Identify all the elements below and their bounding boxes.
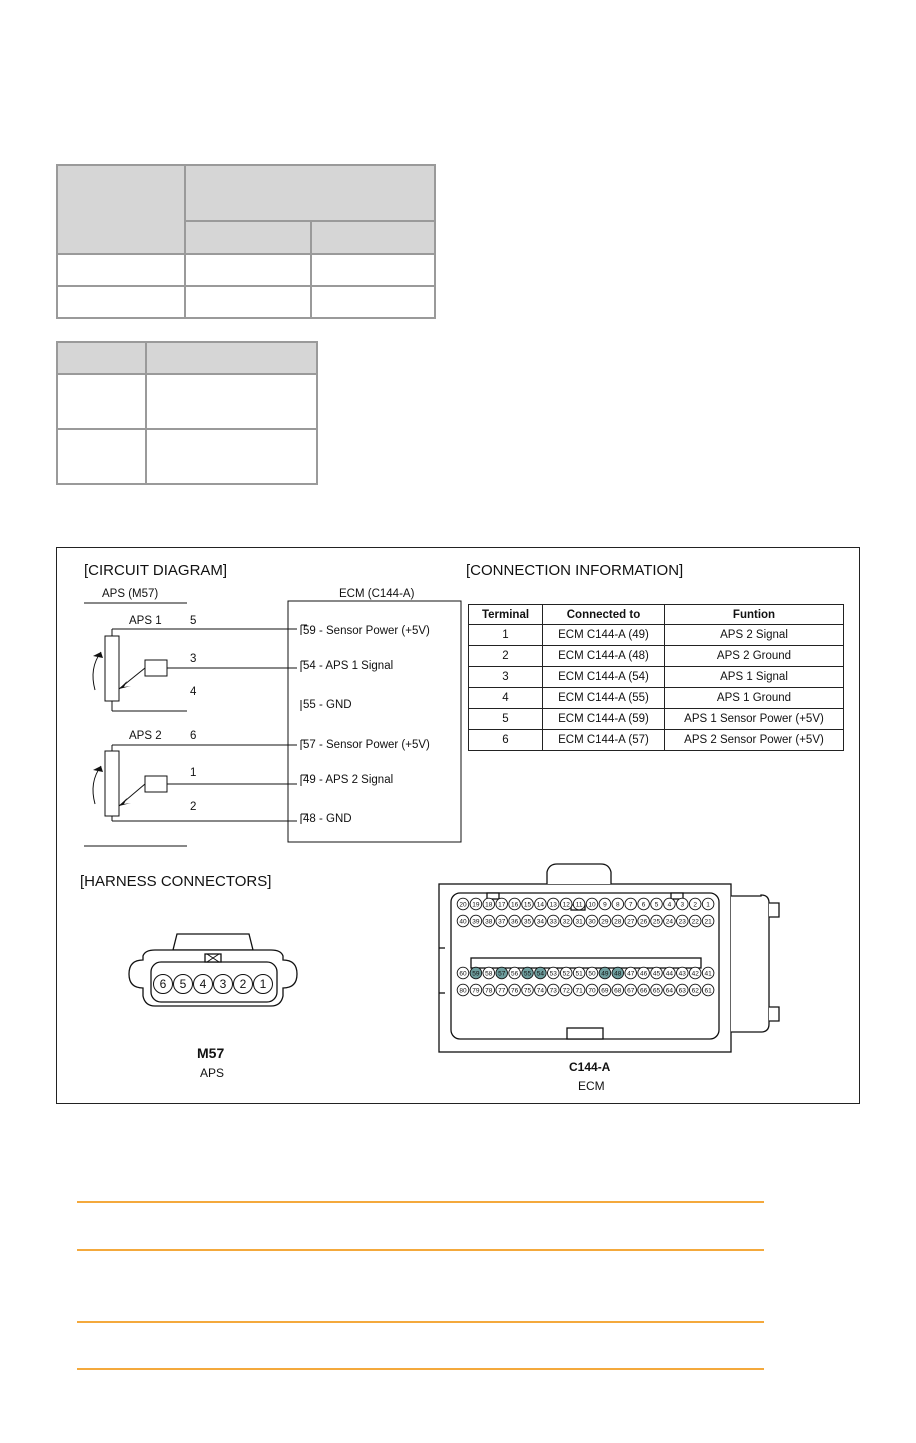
table-cell bbox=[57, 342, 146, 374]
c144a-pin-label: 51 bbox=[575, 970, 583, 978]
table-row bbox=[469, 709, 844, 730]
c144a-pin-label: 73 bbox=[549, 987, 557, 995]
c144a-pin-label: 64 bbox=[665, 987, 674, 995]
table-cell bbox=[57, 165, 185, 254]
table-cell: APS 2 Signal bbox=[665, 625, 844, 646]
ecm-pin-57: 57 - Sensor Power (+5V) bbox=[303, 739, 430, 751]
c144a-pin-label: 9 bbox=[603, 901, 607, 909]
c144a-pin-label: 47 bbox=[627, 970, 635, 978]
c144a-pin-label: 29 bbox=[601, 918, 609, 926]
c144a-pin-label: 26 bbox=[639, 918, 648, 926]
ecm-pin-59: 59 - Sensor Power (+5V) bbox=[303, 625, 430, 637]
m57-pin-2: 2 bbox=[233, 974, 253, 994]
c144a-pin-label: 63 bbox=[678, 987, 686, 995]
ecm-connector-label: ECM (C144-A) bbox=[339, 588, 415, 600]
table-cell bbox=[57, 254, 185, 286]
connection-table-header bbox=[469, 605, 844, 625]
m57-pin-3: 3 bbox=[213, 974, 233, 994]
c144a-pin-label: 39 bbox=[472, 918, 480, 926]
c144a-pin-label: 41 bbox=[704, 970, 712, 978]
c144a-pin-label: 62 bbox=[691, 987, 699, 995]
c144a-pin-label: 52 bbox=[562, 970, 570, 978]
c144a-pin-label: 57 bbox=[498, 970, 506, 978]
table-cell: ECM C144-A (59) bbox=[543, 709, 665, 730]
table-cell bbox=[185, 221, 311, 254]
table-cell: APS 2 Sensor Power (+5V) bbox=[665, 730, 844, 751]
c144a-pin-label: 53 bbox=[549, 970, 557, 978]
column-header: Terminal bbox=[469, 605, 543, 625]
c144a-pin-label: 35 bbox=[523, 918, 532, 926]
c144a-pin-label: 76 bbox=[510, 987, 519, 995]
table-cell bbox=[146, 429, 317, 484]
table-cell bbox=[185, 286, 311, 318]
c144a-pin-label: 60 bbox=[459, 970, 467, 978]
table-cell: 6 bbox=[469, 730, 543, 751]
table-cell: APS 1 Sensor Power (+5V) bbox=[665, 709, 844, 730]
c144a-pin-label: 31 bbox=[575, 918, 583, 926]
c144a-pin-label: 17 bbox=[498, 901, 506, 909]
wire-number: 5 bbox=[190, 615, 197, 627]
c144a-pin-label: 80 bbox=[459, 987, 467, 995]
c144a-pin-label: 20 bbox=[459, 901, 467, 909]
table-cell: 4 bbox=[469, 688, 543, 709]
m57-pin-6: 6 bbox=[153, 974, 173, 994]
table-cell bbox=[57, 286, 185, 318]
table-cell: ECM C144-A (55) bbox=[543, 688, 665, 709]
column-header: Connected to bbox=[543, 605, 665, 625]
ecm-pin-48: 48 - GND bbox=[303, 813, 352, 825]
c144a-pin-label: 42 bbox=[691, 970, 699, 978]
c144a-pin-label: 67 bbox=[627, 987, 635, 995]
c144a-pin-label: 74 bbox=[536, 987, 545, 995]
table-cell: ECM C144-A (54) bbox=[543, 667, 665, 688]
table-row bbox=[469, 625, 844, 646]
table-cell bbox=[311, 254, 435, 286]
table-cell bbox=[146, 342, 317, 374]
table-row bbox=[469, 730, 844, 751]
circuit-diagram-title: [CIRCUIT DIAGRAM] bbox=[84, 562, 228, 579]
table-cell: ECM C144-A (57) bbox=[543, 730, 665, 751]
c144a-pin-label: 45 bbox=[652, 970, 661, 978]
table-cell: 2 bbox=[469, 646, 543, 667]
c144a-pin-label: 23 bbox=[678, 918, 686, 926]
wire-number: 3 bbox=[190, 653, 197, 665]
table-cell: 3 bbox=[469, 667, 543, 688]
table-cell bbox=[185, 165, 435, 221]
c144a-pin-label: 4 bbox=[667, 901, 672, 909]
c144a-pin-label: 44 bbox=[665, 970, 674, 978]
c144a-pin-label: 65 bbox=[652, 987, 661, 995]
c144a-pin-label: 68 bbox=[614, 987, 622, 995]
table-cell bbox=[185, 254, 311, 286]
c144a-pin-label: 11 bbox=[575, 901, 583, 909]
c144a-pin-label: 33 bbox=[549, 918, 557, 926]
harness-connectors-title: [HARNESS CONNECTORS] bbox=[80, 873, 272, 890]
connection-info-title: [CONNECTION INFORMATION] bbox=[466, 562, 684, 579]
c144a-pin-label: 36 bbox=[510, 918, 519, 926]
c144a-pin-label: 49 bbox=[601, 970, 609, 978]
table-cell bbox=[146, 374, 317, 429]
orange-divider bbox=[77, 1368, 764, 1370]
table-cell: ECM C144-A (48) bbox=[543, 646, 665, 667]
table-cell bbox=[57, 429, 146, 484]
wire-number: 1 bbox=[190, 767, 197, 779]
table-cell: ECM C144-A (49) bbox=[543, 625, 665, 646]
m57-pin-1: 1 bbox=[253, 974, 273, 994]
c144a-pin-label: 12 bbox=[562, 901, 570, 909]
c144a-connector-desc: ECM bbox=[578, 1079, 605, 1093]
c144a-pin-label: 25 bbox=[652, 918, 661, 926]
c144a-pin-label: 19 bbox=[472, 901, 480, 909]
table-row bbox=[469, 667, 844, 688]
c144a-pin-label: 10 bbox=[588, 901, 596, 909]
ecm-pin-49: 49 - APS 2 Signal bbox=[303, 774, 394, 786]
table-row bbox=[469, 646, 844, 667]
column-header: Funtion bbox=[665, 605, 844, 625]
c144a-connector-name: C144-A bbox=[569, 1060, 611, 1074]
c144a-pin-label: 3 bbox=[680, 901, 685, 909]
table-cell bbox=[311, 286, 435, 318]
c144a-pin-label: 2 bbox=[693, 901, 698, 909]
c144a-pin-label: 1 bbox=[706, 901, 710, 909]
m57-pin-5: 5 bbox=[173, 974, 193, 994]
c144a-pin-label: 46 bbox=[639, 970, 648, 978]
wire-number: 2 bbox=[190, 801, 197, 813]
c144a-pin-label: 34 bbox=[536, 918, 545, 926]
wire-number: 4 bbox=[190, 686, 197, 698]
m57-pin-4: 4 bbox=[193, 974, 213, 994]
connection-table bbox=[468, 604, 844, 751]
c144a-pin-label: 7 bbox=[628, 901, 633, 909]
c144a-pin-label: 56 bbox=[510, 970, 519, 978]
table-cell: APS 2 Ground bbox=[665, 646, 844, 667]
aps-connector-label: APS (M57) bbox=[102, 588, 159, 600]
orange-divider bbox=[77, 1201, 764, 1203]
c144a-pin-label: 21 bbox=[704, 918, 712, 926]
c144a-pin-label: 22 bbox=[691, 918, 699, 926]
table-row bbox=[469, 688, 844, 709]
c144a-connector-housing bbox=[437, 853, 807, 1058]
c144a-pin-label: 43 bbox=[678, 970, 686, 978]
c144a-pin-label: 18 bbox=[485, 901, 493, 909]
c144a-pin-label: 59 bbox=[472, 970, 480, 978]
c144a-pin-label: 58 bbox=[485, 970, 493, 978]
aps1-label: APS 1 bbox=[129, 615, 162, 627]
aps2-label: APS 2 bbox=[129, 730, 162, 742]
table-cell: 5 bbox=[469, 709, 543, 730]
c144a-pin-label: 6 bbox=[641, 901, 646, 909]
c144a-pin-label: 15 bbox=[523, 901, 532, 909]
table-cell bbox=[57, 374, 146, 429]
c144a-pin-label: 48 bbox=[614, 970, 622, 978]
c144a-pin-label: 24 bbox=[665, 918, 674, 926]
c144a-pin-label: 66 bbox=[639, 987, 648, 995]
c144a-pin-label: 50 bbox=[588, 970, 596, 978]
wiring-diagram-figure bbox=[56, 547, 860, 1104]
c144a-pin-label: 14 bbox=[536, 901, 545, 909]
c144a-pin-label: 27 bbox=[627, 918, 635, 926]
c144a-pin-label: 78 bbox=[485, 987, 493, 995]
c144a-pin-label: 30 bbox=[588, 918, 596, 926]
c144a-pin-label: 61 bbox=[704, 987, 712, 995]
c144a-pin-label: 40 bbox=[459, 918, 467, 926]
c144a-pin-label: 79 bbox=[472, 987, 480, 995]
blank-table-2 bbox=[56, 341, 318, 485]
c144a-pin-label: 38 bbox=[485, 918, 493, 926]
m57-connector-housing bbox=[125, 926, 305, 1016]
c144a-pin-label: 55 bbox=[523, 970, 532, 978]
c144a-pin-label: 54 bbox=[536, 970, 545, 978]
orange-divider bbox=[77, 1321, 764, 1323]
wire-number: 6 bbox=[190, 730, 197, 742]
table-cell: APS 1 Signal bbox=[665, 667, 844, 688]
c144a-pin-label: 71 bbox=[575, 987, 583, 995]
c144a-pin-label: 5 bbox=[654, 901, 659, 909]
c144a-pin-label: 77 bbox=[498, 987, 506, 995]
c144a-pin-label: 16 bbox=[510, 901, 519, 909]
c144a-pin-label: 32 bbox=[562, 918, 570, 926]
c144a-pin-label: 72 bbox=[562, 987, 570, 995]
orange-divider bbox=[77, 1249, 764, 1251]
table-cell: APS 1 Ground bbox=[665, 688, 844, 709]
c144a-pin-label: 8 bbox=[615, 901, 620, 909]
c144a-pin-label: 37 bbox=[498, 918, 506, 926]
ecm-pin-54: 54 - APS 1 Signal bbox=[303, 660, 394, 672]
m57-connector-desc: APS bbox=[200, 1066, 225, 1080]
c144a-pin-label: 13 bbox=[549, 901, 557, 909]
c144a-pin-label: 70 bbox=[588, 987, 596, 995]
m57-connector-name: M57 bbox=[197, 1045, 225, 1061]
blank-table-1 bbox=[56, 164, 436, 319]
table-cell bbox=[311, 221, 435, 254]
c144a-pin-label: 69 bbox=[601, 987, 609, 995]
c144a-pin-label: 28 bbox=[614, 918, 622, 926]
c144a-pin-label: 75 bbox=[523, 987, 532, 995]
ecm-pin-55: 55 - GND bbox=[303, 699, 352, 711]
table-cell: 1 bbox=[469, 625, 543, 646]
